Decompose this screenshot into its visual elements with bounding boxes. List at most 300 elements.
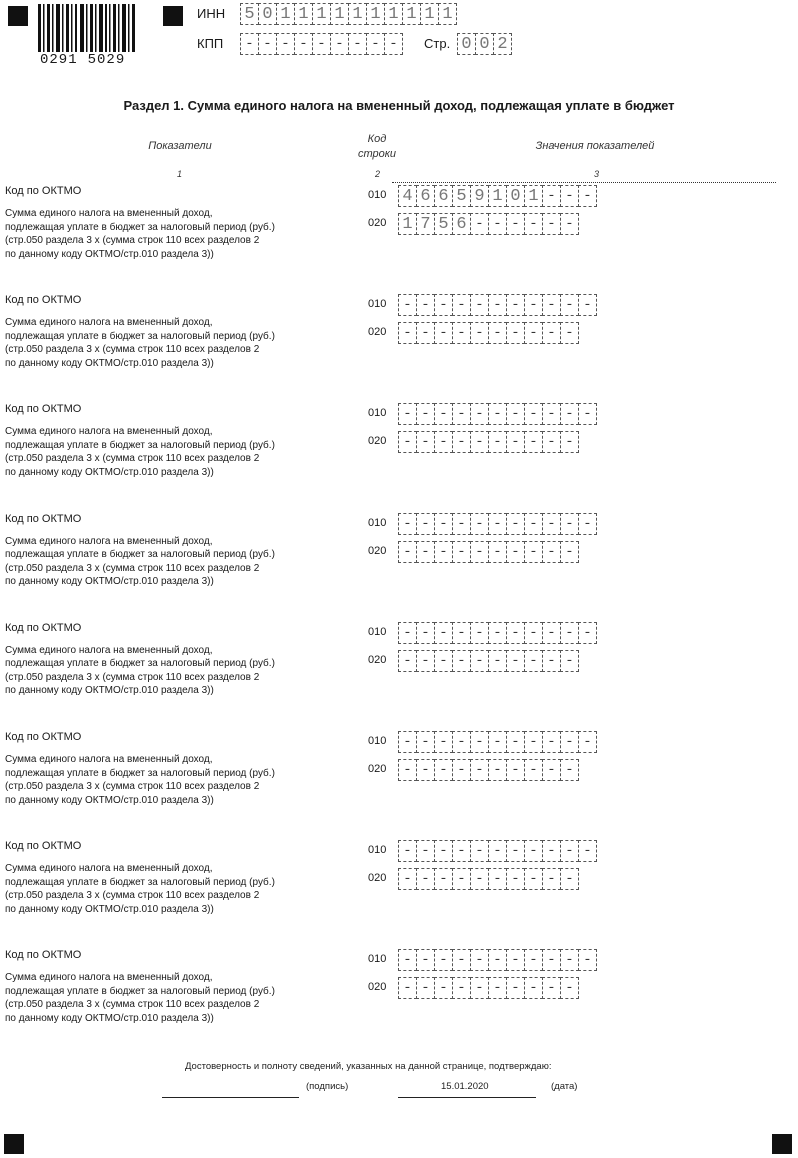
tax-sum-label-line: по данному коду ОКТМО/стр.010 раздела 3)) [5,903,214,915]
input-cell[interactable]: - [434,513,453,535]
input-cell[interactable]: - [524,977,543,999]
input-cell[interactable]: - [470,403,489,425]
input-cell[interactable]: 1 [438,3,457,25]
line-code-020: 020 [368,653,387,666]
input-cell[interactable]: - [542,840,561,862]
input-cell[interactable]: 5 [240,3,259,25]
tax-sum-label-line: (стр.050 раздела 3 х (сумма строк 110 всех разделов 2 [5,453,260,465]
input-cell[interactable]: - [524,759,543,781]
input-cell[interactable]: - [470,949,489,971]
corner-marker-bottom-right [772,1134,792,1154]
input-cell[interactable]: 0 [475,33,494,55]
tax-sum-field[interactable] [398,650,578,672]
tax-sum-label-line: (стр.050 раздела 3 х (сумма строк 110 всех разделов 2 [5,562,260,574]
input-cell[interactable]: - [312,33,331,55]
input-cell[interactable]: - [470,431,489,453]
input-cell[interactable]: - [416,731,435,753]
page-number-field[interactable] [457,33,511,55]
input-cell[interactable]: - [524,541,543,563]
oktmo-field[interactable] [398,949,596,971]
input-cell[interactable]: - [434,403,453,425]
indicator-block [0,840,798,945]
corner-marker-bottom-left [4,1134,24,1154]
input-cell[interactable]: 5 [434,213,453,235]
kpp-field[interactable] [240,33,402,55]
input-cell[interactable]: - [416,431,435,453]
input-cell[interactable]: - [398,868,417,890]
input-cell[interactable]: - [578,840,597,862]
input-cell[interactable]: - [524,840,543,862]
tax-sum-label-line: Сумма единого налога на вмененный доход, [5,972,213,984]
input-cell[interactable]: - [578,513,597,535]
header-divider [392,182,776,183]
input-cell[interactable]: 1 [294,3,313,25]
line-code-020: 020 [368,435,387,448]
input-cell[interactable]: 7 [416,213,435,235]
tax-sum-label [5,862,275,916]
section-title: Раздел 1. Сумма единого налога на вмененный доход, подлежащая уплате в бюджет [123,98,675,113]
tax-sum-label-line: по данному коду ОКТМО/стр.010 раздела 3)) [5,466,214,478]
input-cell[interactable]: - [488,759,507,781]
input-cell[interactable]: - [416,650,435,672]
tax-sum-field[interactable] [398,541,578,563]
input-cell[interactable]: - [488,868,507,890]
input-cell[interactable]: - [542,213,561,235]
tax-sum-label-line: по данному коду ОКТМО/стр.010 раздела 3)) [5,794,214,806]
input-cell[interactable]: - [524,731,543,753]
input-cell[interactable]: - [524,650,543,672]
input-cell[interactable]: - [416,949,435,971]
tax-sum-label-line: Сумма единого налога на вмененный доход, [5,208,213,219]
tax-sum-label-line: подлежащая уплате в бюджет за налоговый период (руб.) [5,876,275,888]
input-cell[interactable]: - [434,731,453,753]
input-cell[interactable]: - [452,949,471,971]
input-cell[interactable]: 1 [330,3,349,25]
input-cell[interactable]: - [506,403,525,425]
oktmo-label: Код по ОКТМО [5,621,82,634]
input-cell[interactable]: - [398,294,417,316]
input-cell[interactable]: - [542,513,561,535]
input-cell[interactable]: - [416,840,435,862]
input-cell[interactable]: - [524,403,543,425]
date-value: 15.01.2020 [441,1081,489,1092]
input-cell[interactable]: - [524,622,543,644]
tax-sum-label [5,753,275,807]
input-cell[interactable]: - [416,868,435,890]
corner-marker-top-left [8,6,28,26]
tax-sum-label-line: подлежащая уплате в бюджет за налоговый период (руб.) [5,985,275,997]
kpp-label: КПП [197,36,224,51]
tax-sum-label-line: (стр.050 раздела 3 х (сумма строк 110 всех разделов 2 [5,890,260,902]
input-cell[interactable]: - [560,322,579,344]
input-cell[interactable]: 9 [470,185,489,207]
input-cell[interactable]: - [488,403,507,425]
input-cell[interactable]: - [434,431,453,453]
input-cell[interactable]: - [542,431,561,453]
input-cell[interactable]: - [434,541,453,563]
input-cell[interactable]: - [434,622,453,644]
input-cell[interactable]: - [506,294,525,316]
oktmo-field[interactable] [398,513,596,535]
tax-sum-label-line: подлежащая уплате в бюджет за налоговый период (руб.) [5,330,275,342]
column-header-code-line2: строки [357,148,397,160]
signature-caption: (подпись) [306,1081,349,1092]
input-cell[interactable]: - [470,622,489,644]
input-cell[interactable]: - [560,840,579,862]
input-cell[interactable]: - [542,322,561,344]
tax-sum-label [5,207,275,261]
input-cell[interactable]: - [452,840,471,862]
oktmo-field[interactable] [398,403,596,425]
input-cell[interactable]: - [398,622,417,644]
line-code-010: 010 [368,953,387,966]
tax-sum-field[interactable] [398,759,578,781]
input-cell[interactable]: - [434,840,453,862]
input-cell[interactable]: - [524,294,543,316]
tax-sum-label-line: Сумма единого налога на вмененный доход, [5,317,213,329]
input-cell[interactable]: - [506,731,525,753]
tax-sum-label-line: по данному коду ОКТМО/стр.010 раздела 3)) [5,248,214,260]
tax-sum-field[interactable] [398,213,578,235]
input-cell[interactable]: - [542,403,561,425]
input-cell[interactable]: - [506,431,525,453]
input-cell[interactable]: - [488,213,507,235]
input-cell[interactable]: - [506,322,525,344]
input-cell[interactable]: - [452,294,471,316]
input-cell[interactable]: - [488,294,507,316]
input-cell[interactable]: - [542,185,561,207]
input-cell[interactable]: - [578,622,597,644]
tax-sum-label-line: (стр.050 раздела 3 х (сумма строк 110 всех разделов 2 [5,999,260,1011]
input-cell[interactable]: - [416,541,435,563]
tax-sum-field[interactable] [398,868,578,890]
input-cell[interactable]: - [470,513,489,535]
oktmo-label: Код по ОКТМО [5,840,82,853]
oktmo-label: Код по ОКТМО [5,185,82,197]
input-cell[interactable]: - [506,622,525,644]
input-cell[interactable]: - [506,213,525,235]
input-cell[interactable]: - [452,977,471,999]
line-code-020: 020 [368,872,387,885]
input-cell[interactable]: - [470,650,489,672]
input-cell[interactable]: - [398,731,417,753]
date-line[interactable] [398,1097,536,1098]
input-cell[interactable]: - [506,949,525,971]
input-cell[interactable]: - [506,868,525,890]
inn-field[interactable] [240,3,456,25]
input-cell[interactable]: - [470,213,489,235]
tax-sum-label-line: по данному коду ОКТМО/стр.010 раздела 3)) [5,576,214,588]
input-cell[interactable]: - [488,650,507,672]
line-code-020: 020 [368,217,387,229]
tax-sum-field[interactable] [398,977,578,999]
tax-sum-label-line: (стр.050 раздела 3 х (сумма строк 110 всех разделов 2 [5,781,260,792]
tax-sum-label-line: подлежащая уплате в бюджет за налоговый период (руб.) [5,549,275,561]
input-cell[interactable]: - [398,403,417,425]
tax-sum-label [5,425,275,479]
input-cell[interactable]: - [560,868,579,890]
input-cell[interactable]: - [560,403,579,425]
input-cell[interactable]: - [276,33,295,55]
input-cell[interactable]: - [542,541,561,563]
indicator-block [0,513,798,618]
input-cell[interactable]: - [470,294,489,316]
barcode-digits-right: 5029 [87,52,126,68]
tax-sum-label-line: Сумма единого налога на вмененный доход, [5,535,213,547]
input-cell[interactable]: - [452,622,471,644]
input-cell[interactable]: - [416,322,435,344]
tax-sum-label-line: Сумма единого налога на вмененный доход, [5,644,213,656]
input-cell[interactable]: - [330,33,349,55]
input-cell[interactable]: - [488,513,507,535]
input-cell[interactable]: - [452,431,471,453]
input-cell[interactable]: - [578,949,597,971]
input-cell[interactable]: - [542,759,561,781]
input-cell[interactable]: - [542,650,561,672]
input-cell[interactable]: - [452,513,471,535]
input-cell[interactable]: 1 [312,3,331,25]
input-cell[interactable]: - [488,541,507,563]
input-cell[interactable]: 1 [348,3,367,25]
input-cell[interactable]: - [434,949,453,971]
input-cell[interactable]: - [488,322,507,344]
line-code-010: 010 [368,298,387,311]
input-cell[interactable]: 0 [457,33,476,55]
line-code-010: 010 [368,407,387,420]
input-cell[interactable]: 1 [398,213,417,235]
oktmo-label: Код по ОКТМО [5,949,82,962]
tax-sum-label-line: (стр.050 раздела 3 х (сумма строк 110 всех разделов 2 [5,671,260,683]
input-cell[interactable]: 4 [398,185,417,207]
input-cell[interactable]: 6 [416,185,435,207]
input-cell[interactable]: - [434,977,453,999]
input-cell[interactable]: - [488,977,507,999]
input-cell[interactable]: - [524,868,543,890]
input-cell[interactable]: - [506,513,525,535]
input-cell[interactable]: - [560,513,579,535]
input-cell[interactable]: - [434,759,453,781]
input-cell[interactable]: - [542,949,561,971]
input-cell[interactable]: - [560,185,579,207]
input-cell[interactable]: - [578,731,597,753]
tax-sum-label [5,316,275,370]
tax-sum-label-line: по данному коду ОКТМО/стр.010 раздела 3)) [5,685,214,697]
input-cell[interactable]: - [470,868,489,890]
input-cell[interactable]: - [470,840,489,862]
column-number-2: 2 [375,169,381,179]
input-cell[interactable]: - [560,949,579,971]
input-cell[interactable]: - [452,759,471,781]
input-cell[interactable]: - [398,977,417,999]
tax-sum-label-line: по данному коду ОКТМО/стр.010 раздела 3)) [5,1012,214,1024]
input-cell[interactable]: - [258,33,277,55]
tax-sum-label-line: подлежащая уплате в бюджет за налоговый период (руб.) [5,221,275,233]
input-cell[interactable]: 0 [506,185,525,207]
input-cell[interactable]: - [470,759,489,781]
column-number-3: 3 [594,169,600,179]
input-cell[interactable]: - [434,294,453,316]
input-cell[interactable]: - [348,33,367,55]
input-cell[interactable]: - [560,294,579,316]
input-cell[interactable]: 1 [366,3,385,25]
column-header-indicators: Показатели [148,140,212,152]
tax-sum-label-line: Сумма единого налога на вмененный доход, [5,426,213,438]
input-cell[interactable]: - [524,431,543,453]
page-label: Стр. [424,36,451,51]
column-header-code-line1: Код [367,133,387,145]
tax-sum-label-line: подлежащая уплате в бюджет за налоговый период (руб.) [5,439,275,451]
tax-sum-label [5,644,275,698]
input-cell[interactable]: - [506,840,525,862]
confirmation-text: Достоверность и полноту сведений, указанных на данной странице, подтверждаю: [185,1061,552,1072]
barcode-number [40,52,135,68]
input-cell[interactable]: - [524,213,543,235]
tax-sum-field[interactable] [398,431,578,453]
input-cell[interactable]: - [384,33,403,55]
input-cell[interactable]: - [560,731,579,753]
indicator-block [0,622,798,727]
input-cell[interactable]: - [294,33,313,55]
input-cell[interactable]: 1 [402,3,421,25]
input-cell[interactable]: - [452,731,471,753]
input-cell[interactable]: - [560,977,579,999]
oktmo-field[interactable] [398,185,596,207]
input-cell[interactable]: - [524,322,543,344]
tax-sum-label-line: Сумма единого налога на вмененный доход, [5,863,213,875]
input-cell[interactable]: - [542,868,561,890]
input-cell[interactable]: 1 [524,185,543,207]
input-cell[interactable]: - [560,213,579,235]
input-cell[interactable]: - [506,977,525,999]
input-cell[interactable]: - [416,977,435,999]
input-cell[interactable]: - [398,541,417,563]
oktmo-field[interactable] [398,294,596,316]
input-cell[interactable]: - [416,513,435,535]
line-code-010: 010 [368,735,387,747]
oktmo-label: Код по ОКТМО [5,294,82,307]
tax-sum-field[interactable] [398,322,578,344]
input-cell[interactable]: - [470,977,489,999]
input-cell[interactable]: - [240,33,259,55]
oktmo-field[interactable] [398,622,596,644]
input-cell[interactable]: - [560,650,579,672]
input-cell[interactable]: - [366,33,385,55]
input-cell[interactable]: - [524,949,543,971]
input-cell[interactable]: 5 [452,185,471,207]
input-cell[interactable]: 1 [488,185,507,207]
input-cell[interactable]: 2 [493,33,512,55]
input-cell[interactable]: - [452,541,471,563]
input-cell[interactable]: - [398,840,417,862]
input-cell[interactable]: - [398,513,417,535]
input-cell[interactable]: - [524,513,543,535]
oktmo-label: Код по ОКТМО [5,512,82,525]
tax-sum-label-line: (стр.050 раздела 3 х (сумма строк 110 всех разделов 2 [5,344,260,356]
input-cell[interactable]: - [470,541,489,563]
input-cell[interactable]: - [578,185,597,207]
input-cell[interactable]: - [416,759,435,781]
input-cell[interactable]: 0 [258,3,277,25]
oktmo-label: Код по ОКТМО [5,403,82,416]
input-cell[interactable]: - [506,759,525,781]
input-cell[interactable]: 1 [276,3,295,25]
input-cell[interactable]: - [398,322,417,344]
input-cell[interactable]: - [452,403,471,425]
input-cell[interactable]: - [398,949,417,971]
input-cell[interactable]: - [560,622,579,644]
indicator-block [0,294,798,399]
input-cell[interactable]: - [452,868,471,890]
input-cell[interactable]: - [488,731,507,753]
input-cell[interactable]: - [542,622,561,644]
line-code-020: 020 [368,544,387,557]
input-cell[interactable]: - [488,622,507,644]
tax-sum-label-line: (стр.050 раздела 3 х (сумма строк 110 всех разделов 2 [5,235,260,246]
input-cell[interactable]: - [488,949,507,971]
indicator-block [0,731,798,836]
input-cell[interactable]: 6 [434,185,453,207]
barcode-digits-left: 0291 [40,52,78,68]
input-cell[interactable]: - [416,622,435,644]
line-code-010: 010 [368,516,387,529]
input-cell[interactable]: - [434,868,453,890]
input-cell[interactable]: - [452,322,471,344]
input-cell[interactable]: - [506,541,525,563]
input-cell[interactable]: - [470,731,489,753]
input-cell[interactable]: - [434,650,453,672]
input-cell[interactable]: - [452,650,471,672]
tax-sum-label-line: Сумма единого налога на вмененный доход, [5,754,213,765]
input-cell[interactable]: - [542,294,561,316]
input-cell[interactable]: 1 [420,3,439,25]
line-code-010: 010 [368,189,387,201]
input-cell[interactable]: 6 [452,213,471,235]
oktmo-field[interactable] [398,840,596,862]
inn-label: ИНН [197,6,226,21]
tax-sum-label [5,971,275,1025]
input-cell[interactable]: - [578,294,597,316]
input-cell[interactable]: - [542,977,561,999]
input-cell[interactable]: - [560,541,579,563]
input-cell[interactable]: - [470,322,489,344]
line-code-020: 020 [368,981,387,994]
tax-sum-label-line: подлежащая уплате в бюджет за налоговый период (руб.) [5,658,275,670]
input-cell[interactable]: - [398,759,417,781]
input-cell[interactable]: - [416,403,435,425]
input-cell[interactable]: - [488,431,507,453]
input-cell[interactable]: - [398,431,417,453]
input-cell[interactable]: - [434,322,453,344]
input-cell[interactable]: - [560,759,579,781]
indicator-block [0,949,798,1054]
oktmo-field[interactable] [398,731,596,753]
input-cell[interactable]: - [488,840,507,862]
date-caption: (дата) [551,1081,578,1092]
input-cell[interactable]: - [398,650,417,672]
input-cell[interactable]: - [506,650,525,672]
signature-line[interactable] [162,1097,299,1098]
input-cell[interactable]: - [578,403,597,425]
input-cell[interactable]: - [542,731,561,753]
input-cell[interactable]: 1 [384,3,403,25]
input-cell[interactable]: - [560,431,579,453]
indicator-block [0,403,798,508]
line-code-010: 010 [368,625,387,638]
column-header-code [346,132,408,162]
line-code-010: 010 [368,844,387,857]
input-cell[interactable]: - [416,294,435,316]
tax-sum-label-line: подлежащая уплате в бюджет за налоговый период (руб.) [5,767,275,779]
